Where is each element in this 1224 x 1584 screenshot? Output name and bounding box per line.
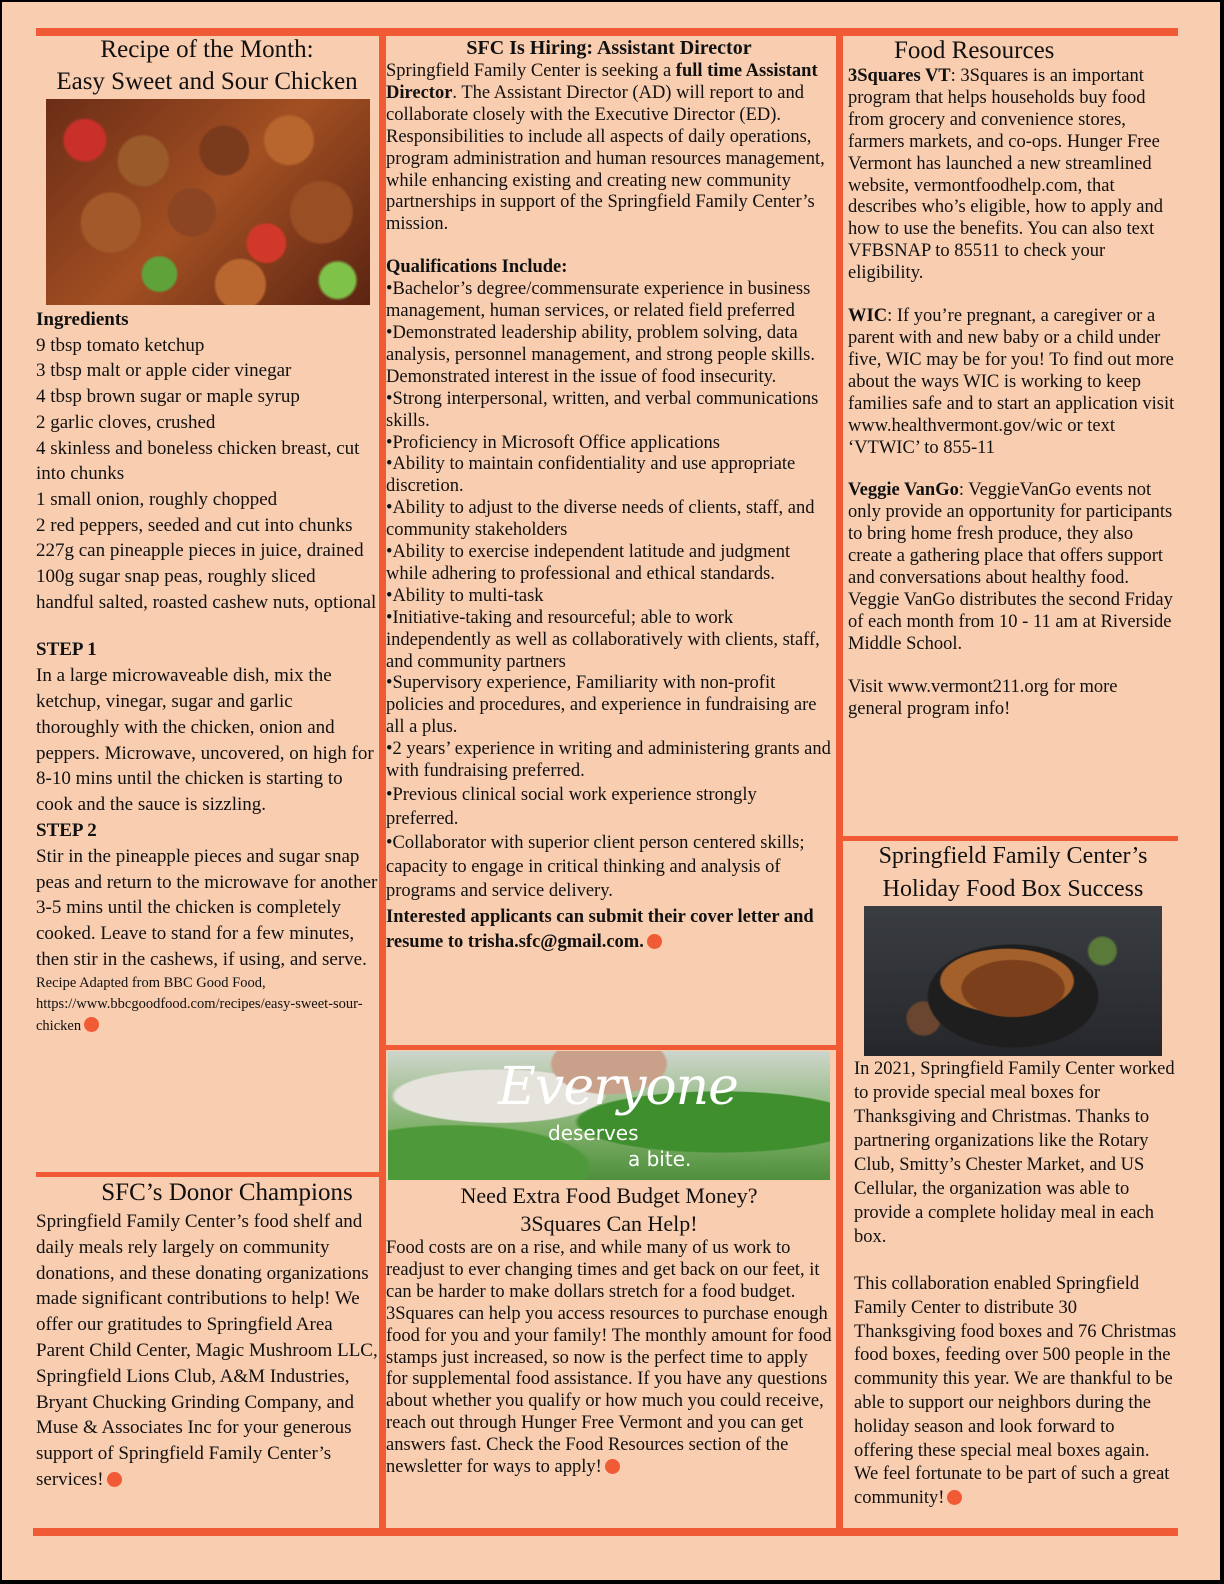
banner-headline: Everyone xyxy=(498,1057,738,1117)
donors-section xyxy=(36,1176,378,1493)
ingredient-item: 4 skinless and boneless chicken breast, cut into chunks xyxy=(36,437,360,485)
hiring-closing: Interested applicants can submit their cover letter and resume to trisha.sfc@gmail.com. xyxy=(386,907,814,952)
ingredient-item: 2 red peppers, seeded and cut into chunks xyxy=(36,514,353,536)
everyone-deserves-a-bite-banner xyxy=(388,1051,830,1180)
ingredient-item: 4 tbsp brown sugar or maple syrup xyxy=(36,386,300,408)
threesquares-section xyxy=(386,1182,832,1479)
ingredient-item: 1 small onion, roughly chopped xyxy=(36,488,278,510)
qualification-item: •Ability to multi-task xyxy=(386,585,544,606)
recipe-section xyxy=(36,34,378,1037)
qualification-item: •Collaborator with superior client person centered skills; capacity to engage in critical thinking and analysis of programs and service delivery. xyxy=(386,833,805,901)
step1-heading: STEP 1 xyxy=(36,639,97,661)
qualification-item: •Demonstrated leadership ability, problem solving, data analysis, personnel management, and strong people skills. Demonstrated interest in the issue of food insecurity. xyxy=(386,322,816,387)
end-mark-icon xyxy=(107,1472,122,1487)
resources-footer: Visit www.vermont211.org for more general program info! xyxy=(848,676,1118,719)
holiday-para-2: This collaboration enabled Springfield Family Center to distribute 30 Thanksgiving food boxes and 76 Christmas food boxes, feeding over 500 people in the community this year. We are thankful to be able to support our neighbors during the holiday season and look forward to offering these special meal boxes again. We feel fortunate to be part of such a great community! xyxy=(854,1274,1177,1509)
ingredient-item: 227g can pineapple pieces in juice, drained xyxy=(36,540,364,562)
end-mark-icon xyxy=(947,1490,962,1505)
ingredient-item: handful salted, roasted cashew nuts, optional xyxy=(36,591,377,613)
qualification-item: •Proficiency in Microsoft Office applications xyxy=(386,432,720,453)
hiring-title: SFC Is Hiring: Assistant Director xyxy=(466,37,752,59)
step2-text: Stir in the pineapple pieces and sugar snap peas and return to the microwave for another 3-5 mins until the chicken is completely cooked. Leave to stand for a few minutes, then stir in the cashews, if using, and serve. xyxy=(36,845,378,970)
end-mark-icon xyxy=(647,934,662,949)
qualification-item: •2 years’ experience in writing and administering grants and with fundraising preferred. xyxy=(386,739,831,782)
newsletter-page xyxy=(2,2,1220,1580)
ingredients-list xyxy=(36,307,378,615)
ingredient-item: 100g sugar snap peas, roughly sliced xyxy=(36,566,316,588)
end-mark-icon xyxy=(605,1459,620,1474)
recipe-credit: Recipe Adapted from BBC Good Food, https://www.bbcgoodfood.com/recipes/easy-sweet-sour-chicken xyxy=(36,974,363,1034)
food-resources-title: Food Resources xyxy=(894,37,1055,64)
qualifications-heading: Qualifications Include: xyxy=(386,257,568,278)
donors-title: SFC’s Donor Champions xyxy=(101,1179,353,1206)
threesquares-text: Food costs are on a rise, and while many of us work to readjust to ever changing times and get back on our feet, it can be harder to make dollars stretch for a food budget. 3Squares can help you access resources to purchase enough food for you and your family! The monthly amount for food stamps just increased, so now is the perfect time to apply for supplemental food assistance. If you have any questions about whether you qualify or how much you could receive, reach out through Hunger Free Vermont and you can get answers fast. Check the Food Resources section of the newsletter for ways to apply! xyxy=(386,1238,832,1478)
ingredient-item: 2 garlic cloves, crushed xyxy=(36,411,216,433)
resource-wic: WIC: If you’re pregnant, a caregiver or a parent with and new baby or a child under five, WIC may be for you! To find out more about the ways WIC is working to keep families safe and to start an application visit www.healthvermont.gov/wic or text ‘VTWIC’ to 855-11 xyxy=(848,306,1175,458)
donors-text: Springfield Family Center’s food shelf and daily meals rely largely on community donations, and these donating organizations made significant contributions to help! We offer our gratitudes to Springfield Area Parent Child Center, Magic Mushroom LLC, Springfield Lions Club, A&M Industries, Bryant Chucking Grinding Company, and Muse & Associates Inc for your generous support of Springfield Family Center’s services! xyxy=(36,1211,378,1490)
column-divider-right xyxy=(836,28,843,1536)
step2-heading: STEP 2 xyxy=(36,820,97,842)
resource-3squares: 3Squares VT: 3Squares is an important program that helps households buy food from grocery and convenience stores, farmers markets, and co-ops. Hunger Free Vermont has launched a new streamlined website, vermontfoodhelp.com, that describes who’s eligible, how to apply and how to use the benefits. You can also text VFBSNAP to 85511 to check your eligibility. xyxy=(848,66,1163,284)
holiday-para-1: In 2021, Springfield Family Center worked to provide special meal boxes for Thanksgiving and Christmas. Thanks to partnering organizations like the Rotary Club, Smitty’s Chester Market, and US Cellular, the organization was able to provide a complete holiday meal in each box. xyxy=(854,1059,1175,1247)
hiring-banner-divider xyxy=(386,1045,836,1050)
column-divider-left xyxy=(379,28,386,1536)
qualification-item: •Ability to maintain confidentiality and use appropriate discretion. xyxy=(386,454,796,497)
step1-text: In a large microwaveable dish, mix the ketchup, vinegar, sugar and garlic thoroughly with the chicken, onion and peppers. Microwave, uncovered, on high for 8-10 mins until the chicken is starting to cook and the sauce is sizzling. xyxy=(36,665,374,816)
resource-veggie-vango: Veggie VanGo: VeggieVanGo events not only provide an opportunity for participants to bring home fresh produce, they also create a gathering place that offers support and conversations about healthy food. Veggie VanGo distributes the second Friday of each month from 10 - 11 am at Riverside Middle School. xyxy=(848,480,1173,654)
ingredient-item: 3 tbsp malt or apple cider vinegar xyxy=(36,360,292,382)
recipe-image xyxy=(46,99,370,305)
banner-tagline-1: deserves xyxy=(548,1121,639,1145)
ingredients-heading: Ingredients xyxy=(36,309,129,330)
end-mark-icon xyxy=(84,1017,99,1032)
qualification-item: •Ability to adjust to the diverse needs of clients, staff, and community stakeholders xyxy=(386,498,815,541)
qualification-item: •Strong interpersonal, written, and verbal communications skills. xyxy=(386,388,819,431)
recipe-title: Recipe of the Month: Easy Sweet and Sour Chicken xyxy=(56,36,358,95)
bottom-rule xyxy=(33,1528,1178,1536)
banner-tagline-2: a bite. xyxy=(628,1147,692,1171)
qualification-item: •Initiative-taking and resourceful; able to work independently as well as collaboratively with clients, staff, and community partners xyxy=(386,607,820,672)
threesquares-title: Need Extra Food Budget Money? 3Squares Can Help! xyxy=(460,1183,758,1236)
hiring-section xyxy=(386,36,832,955)
qualification-item: •Bachelor’s degree/commensurate experience in business management, human services, or related field preferred xyxy=(386,279,811,322)
holiday-title: Springfield Family Center’s Holiday Food Box Success xyxy=(878,843,1148,902)
qualification-item: •Previous clinical social work experience strongly preferred. xyxy=(386,785,757,829)
qualification-item: •Ability to exercise independent latitude and judgment while adhering to professional and ethical standards. xyxy=(386,542,791,584)
holiday-roast-image xyxy=(864,906,1162,1056)
holiday-section xyxy=(848,840,1178,1511)
hiring-intro: Springfield Family Center is seeking a full time Assistant Director. The Assistant Director (AD) will report to and collaborate closely with the Executive Director (ED). Responsibilities to include all aspects of daily operations, program administration and human resources management, while enhancing existing and creating new community partnerships in support of the Springfield Family Center’s mission. xyxy=(386,61,825,235)
ingredient-item: 9 tbsp tomato ketchup xyxy=(36,334,205,356)
qualifications-list xyxy=(386,279,832,903)
food-resources-section xyxy=(848,36,1176,720)
qualification-item: •Supervisory experience, Familiarity with non-profit policies and procedures, and experience in fundraising are all a plus. xyxy=(386,673,817,738)
